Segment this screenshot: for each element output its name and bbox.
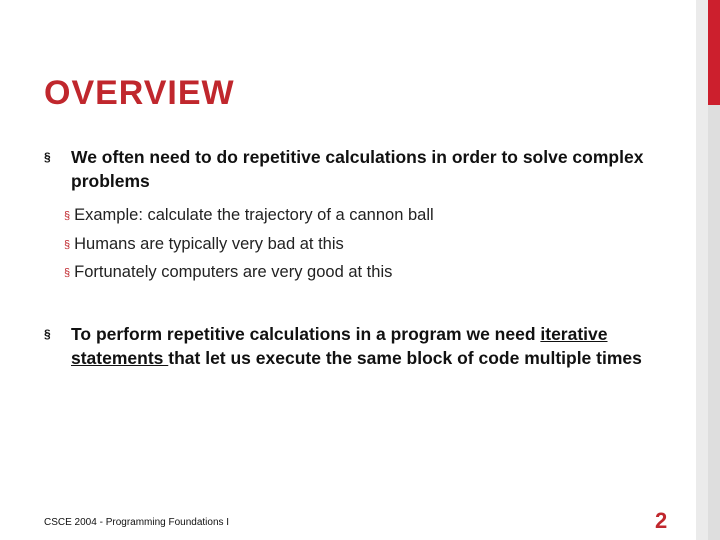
side-bar-background — [696, 0, 708, 540]
slide-footer: CSCE 2004 - Programming Foundations I — [44, 517, 230, 528]
bullet-text: We often need to do repetitive calculations in order to solve complex problems — [71, 147, 644, 191]
bullet-marker: § — [44, 150, 51, 164]
sub-bullet-marker: § — [64, 267, 71, 279]
bullet-text — [71, 322, 644, 370]
bullet-marker: § — [44, 327, 51, 341]
sub-bullet-text: Example: calculate the trajectory of a cannon ball — [74, 206, 434, 224]
sub-bullet-item-3 — [64, 260, 664, 286]
side-bar-accent — [708, 0, 720, 105]
underlined-term: iterative statements — [71, 324, 608, 368]
sub-bullet-item-2 — [64, 232, 664, 258]
bullet-item-2 — [44, 322, 644, 370]
page-number: 2 — [655, 508, 668, 533]
sub-bullet-text: Humans are typically very bad at this — [74, 235, 344, 253]
sub-bullet-text: Fortunately computers are very good at this — [74, 263, 393, 281]
bullet-text-part: that let us execute the same block of code multiple times — [168, 348, 642, 368]
bullet-item-1 — [44, 145, 644, 193]
sub-bullet-marker: § — [64, 239, 71, 251]
bullet-text-part: To perform repetitive calculations in a program we need — [71, 324, 541, 344]
sub-bullet-item-1 — [64, 203, 664, 229]
slide-title: OVERVIEW — [44, 74, 235, 112]
side-bar-lower — [708, 105, 720, 540]
sub-bullet-marker: § — [64, 210, 71, 222]
